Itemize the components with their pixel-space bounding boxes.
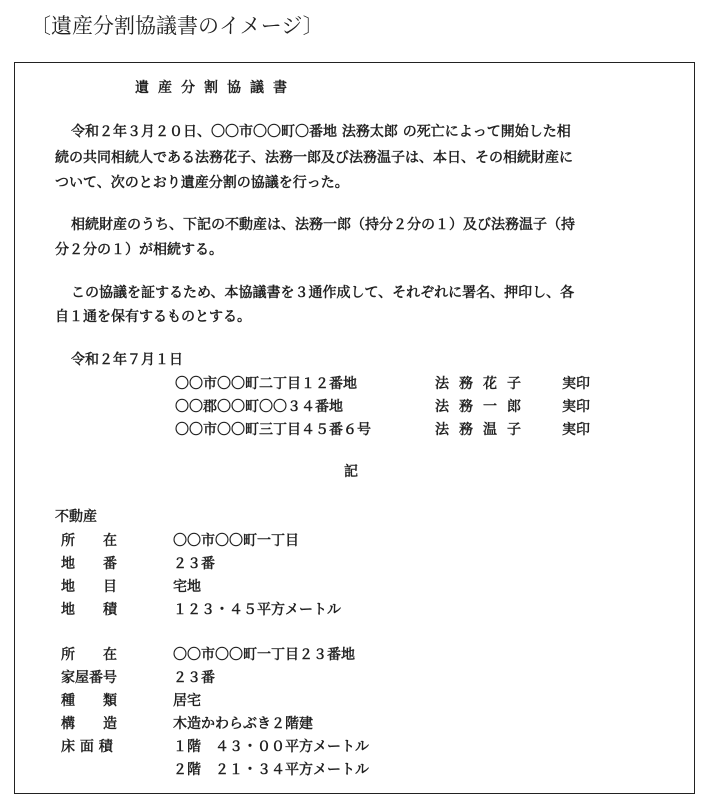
signing-date: 令和２年７月１日 <box>71 352 183 368</box>
seal-label: 実印 <box>562 376 590 392</box>
seal-label: 実印 <box>562 399 590 415</box>
building-label: 所 在 <box>61 647 117 663</box>
land-label: 地 番 <box>61 556 117 572</box>
land-value: 〇〇市〇〇町一丁目 <box>173 533 299 549</box>
paragraph2-line2: 分２分の１）が相続する。 <box>55 242 223 258</box>
building-value: ２階 ２１・３４平方メートル <box>173 762 369 778</box>
signatory-name: 法務花子 <box>435 376 531 392</box>
paragraph3-line1: この協議を証するため、本協議書を３通作成して、それぞれに署名、押印し、各 <box>71 285 575 301</box>
land-value: ２３番 <box>173 556 215 572</box>
building-label: 構 造 <box>61 716 117 732</box>
paragraph3-line2: 自１通を保有するものとする。 <box>55 309 251 325</box>
paragraph2-line1: 相続財産のうち、下記の不動産は、法務一郎（持分２分の１）及び法務温子（持 <box>71 217 575 233</box>
seal-label: 実印 <box>562 422 590 438</box>
land-label: 地 積 <box>61 602 117 618</box>
paragraph1-line1: 令和２年３月２０日、〇〇市〇〇町〇番地 法務太郎 の死亡によって開始した相 <box>71 124 571 140</box>
building-value: ２３番 <box>173 670 215 686</box>
building-value: 〇〇市〇〇町一丁目２３番地 <box>173 647 355 663</box>
building-label: 種 類 <box>61 693 117 709</box>
paragraph1-line3: ついて、次のとおり遺産分割の協議を行った。 <box>55 175 349 191</box>
building-value: １階 ４３・００平方メートル <box>173 739 369 755</box>
signatory-address: 〇〇市〇〇町二丁目１２番地 <box>175 376 357 392</box>
building-label: 家屋番号 <box>61 670 117 686</box>
paragraph1-line2: 続の共同相続人である法務花子、法務一郎及び法務温子は、本日、その相続財産に <box>55 150 573 166</box>
agreement-document <box>14 62 695 794</box>
signatory-name: 法務温子 <box>435 422 531 438</box>
signatory-address: 〇〇市〇〇町三丁目４５番６号 <box>175 422 371 438</box>
document-title: 遺産分割協議書 <box>135 80 296 96</box>
image-caption: 〔遺産分割協議書のイメージ〕 <box>30 14 324 38</box>
ki-heading: 記 <box>344 464 358 480</box>
land-value: １２３・４５平方メートル <box>173 602 341 618</box>
signatory-name: 法務一郎 <box>435 399 531 415</box>
land-value: 宅地 <box>173 579 201 595</box>
building-value: 居宅 <box>173 693 201 709</box>
property-heading: 不動産 <box>55 509 97 525</box>
signatory-address: 〇〇郡〇〇町〇〇３４番地 <box>175 399 343 415</box>
land-label: 地 目 <box>61 579 117 595</box>
building-label: 床 面 積 <box>61 739 113 755</box>
building-value: 木造かわらぶき２階建 <box>173 716 313 732</box>
land-label: 所 在 <box>61 533 117 549</box>
